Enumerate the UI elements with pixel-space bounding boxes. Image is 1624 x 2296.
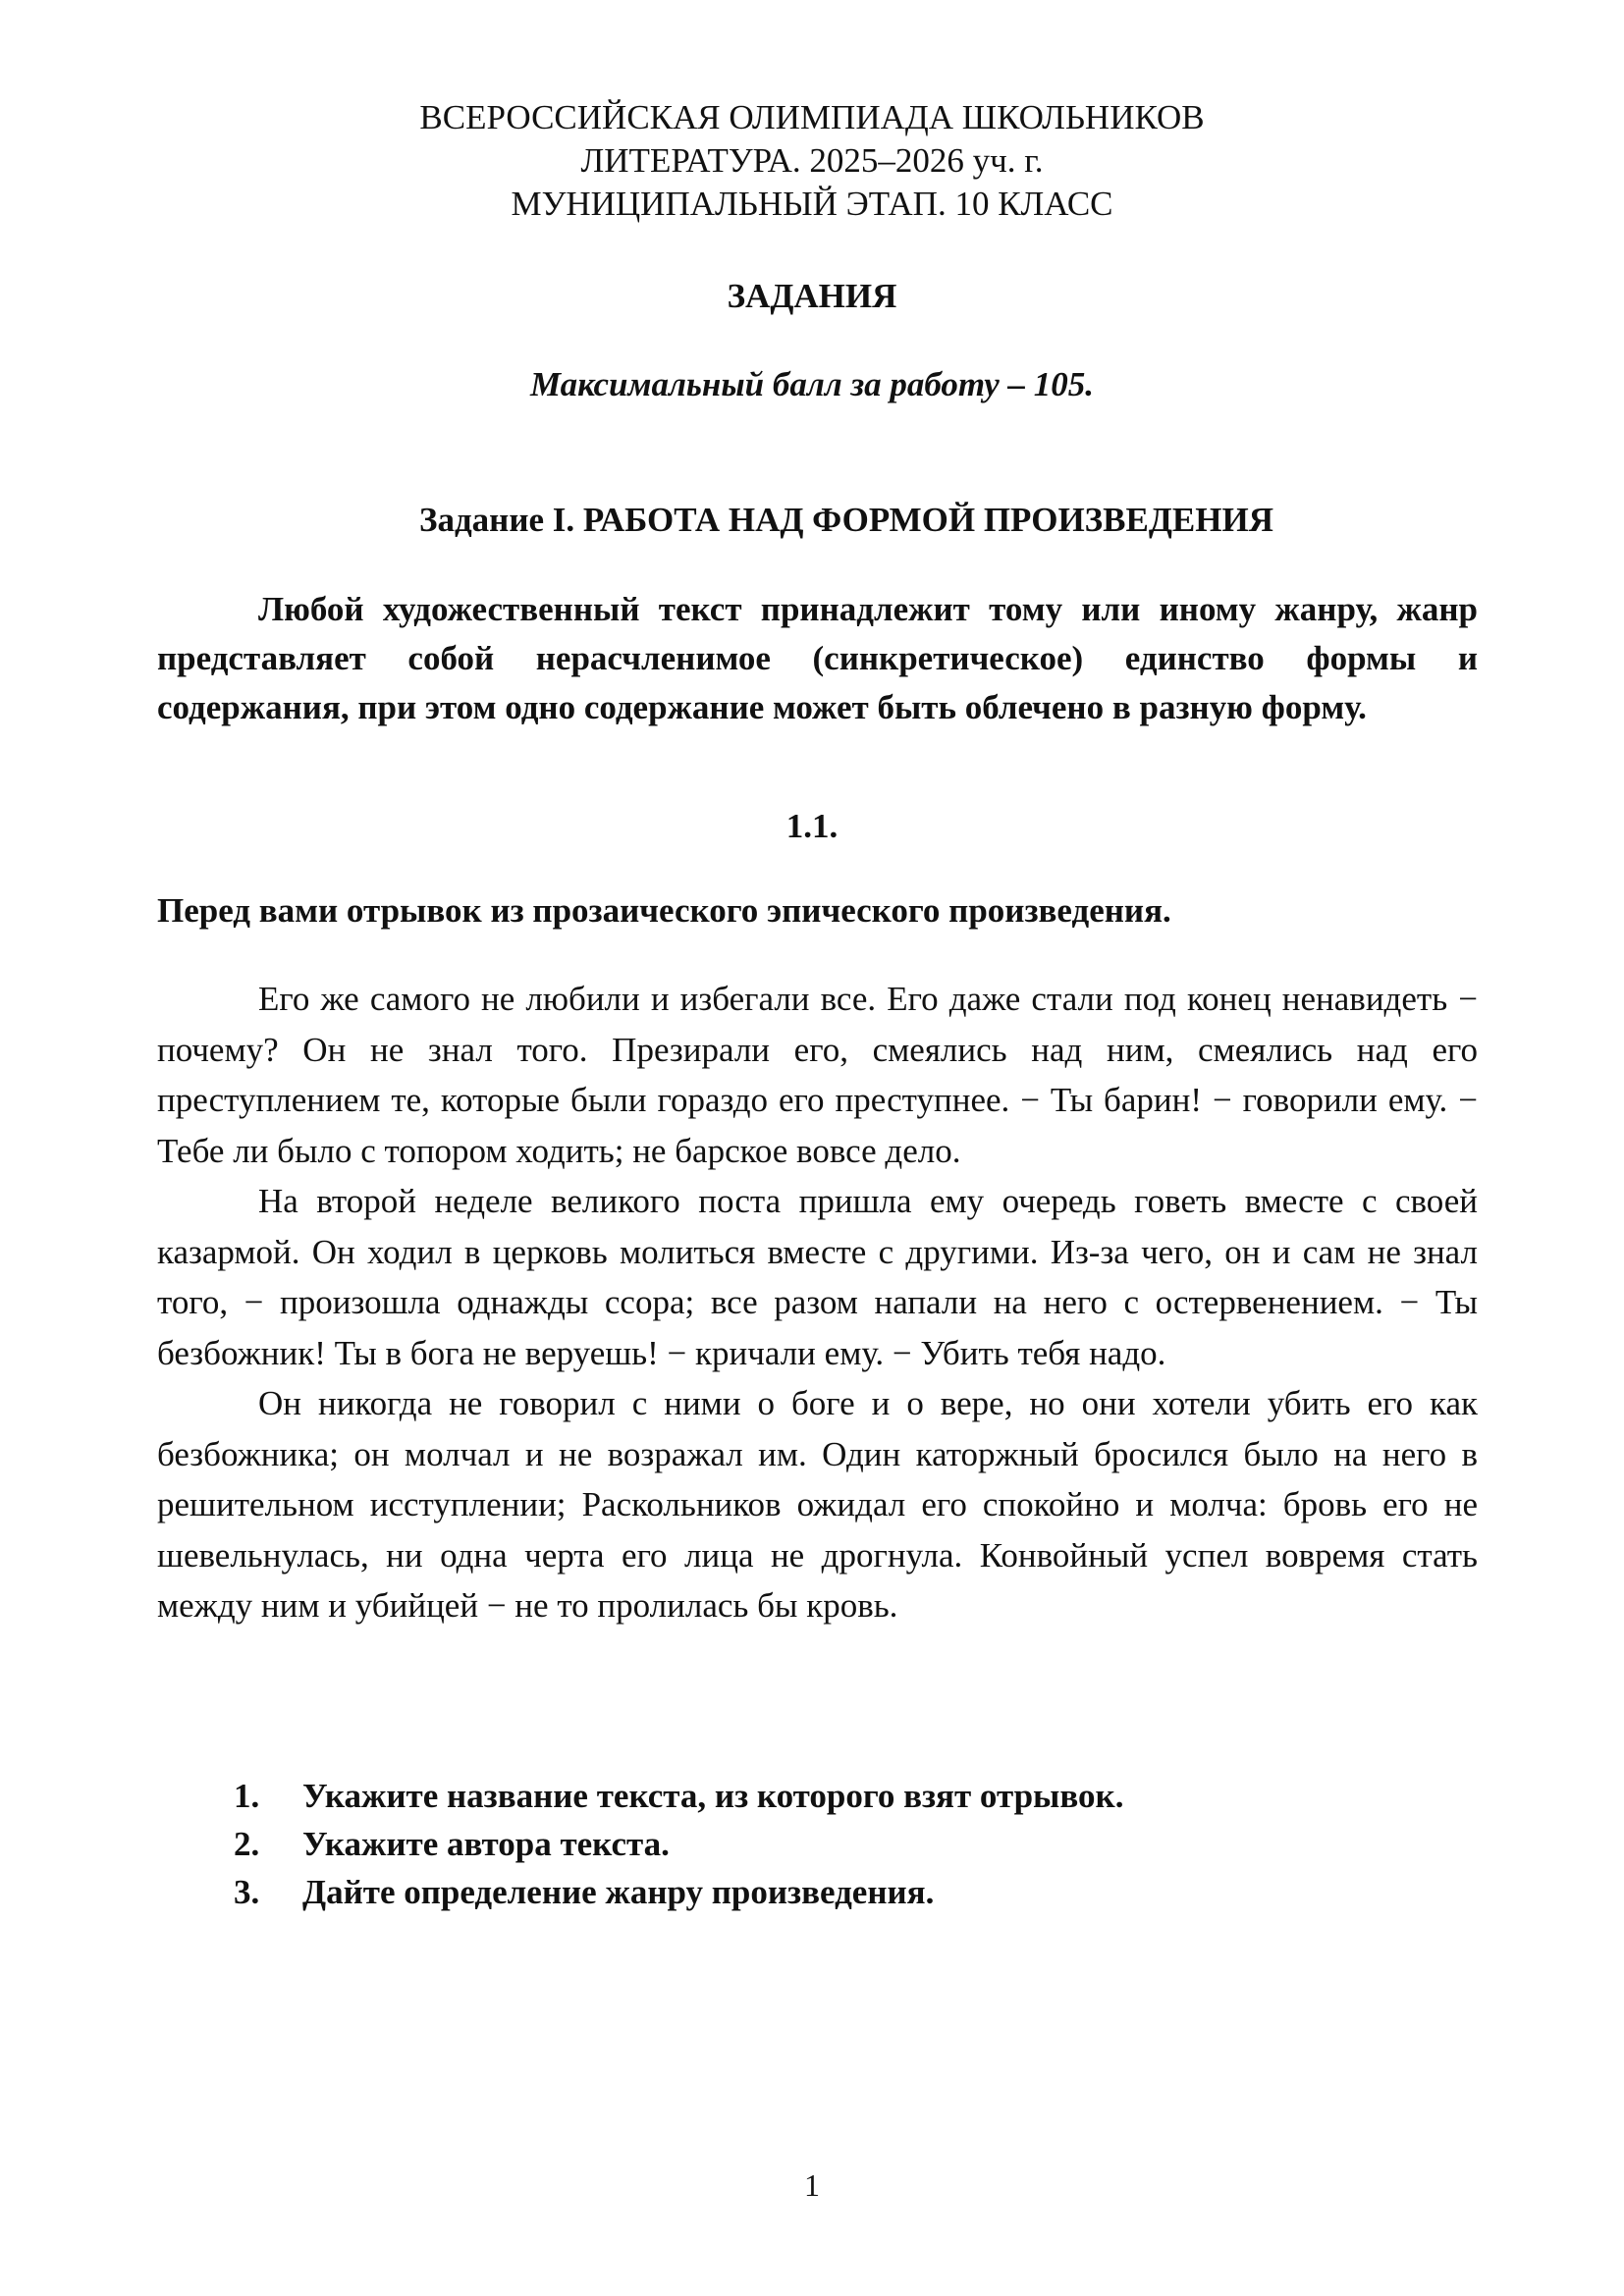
page-number: 1	[804, 2167, 820, 2203]
excerpt-text	[157, 974, 1478, 1631]
question-number: 3.	[234, 1873, 260, 1911]
subtask-number: 1.1.	[785, 807, 839, 845]
question-item	[234, 1772, 1123, 1820]
subject-year: ЛИТЕРАТУРА. 2025–2026 уч. г.	[580, 141, 1044, 180]
question-text: Укажите автора текста.	[302, 1825, 670, 1863]
olympiad-title: ВСЕРОССИЙСКАЯ ОЛИМПИАДА ШКОЛЬНИКОВ	[419, 98, 1205, 136]
excerpt-paragraph: Он никогда не говорил с ними о боге и о вере, но они хотели убить его как безбожника; он молчал и не возражал им. Один каторжный бросился было на него в решительном исступлении; Раскольников ожидал его спокойно и молча: бровь его не шевельнулась, ни одна черта его лица не дрогнула. Конвойный успел вовремя стать между ним и убийцей − не то пролилась бы кровь.	[157, 1384, 1478, 1625]
section-title: Задание I. РАБОТА НАД ФОРМОЙ ПРОИЗВЕДЕНИЯ	[419, 501, 1273, 539]
question-item	[234, 1820, 1123, 1868]
question-text: Укажите название текста, из которого взят отрывок.	[302, 1777, 1124, 1815]
question-text: Дайте определение жанру произведения.	[302, 1873, 935, 1911]
excerpt-paragraph: На второй неделе великого поста пришла ему очередь говеть вместе с своей казармой. Он ходил в церковь молиться вместе с другими. Из-за чего, он и сам не знал того, − произошла однажды ссора; все разом напали на него с остервенением. − Ты безбожник! Ты в бога не веруешь! − кричали ему. − Убить тебя надо.	[157, 1182, 1478, 1372]
question-number: 2.	[234, 1825, 260, 1863]
question-number: 1.	[234, 1777, 260, 1815]
excerpt-paragraph: Его же самого не любили и избегали все. Его даже стали под конец ненавидеть − почему? Он не знал того. Презирали его, смеялись над ним, смеялись над его преступлением те, которые были гораздо его преступнее. − Ты барин! − говорили ему. − Тебе ли было с топором ходить; не барское вовсе дело.	[157, 980, 1478, 1170]
tasks-heading: ЗАДАНИЯ	[727, 277, 897, 315]
question-item	[234, 1868, 1123, 1916]
stage-grade: МУНИЦИПАЛЬНЫЙ ЭТАП. 10 КЛАСС	[511, 185, 1113, 223]
max-score-note: Максимальный балл за работу – 105.	[529, 365, 1095, 403]
question-list	[234, 1772, 1123, 1916]
section-intro: Любой художественный текст принадлежит тому или иному жанру, жанр представляет собой нерасчленимое (синкретическое) единство формы и содержания, при этом одно содержание может быть облечено в разную форму.	[157, 590, 1478, 726]
subtask-lead: Перед вами отрывок из прозаического эпического произведения.	[157, 891, 1171, 930]
